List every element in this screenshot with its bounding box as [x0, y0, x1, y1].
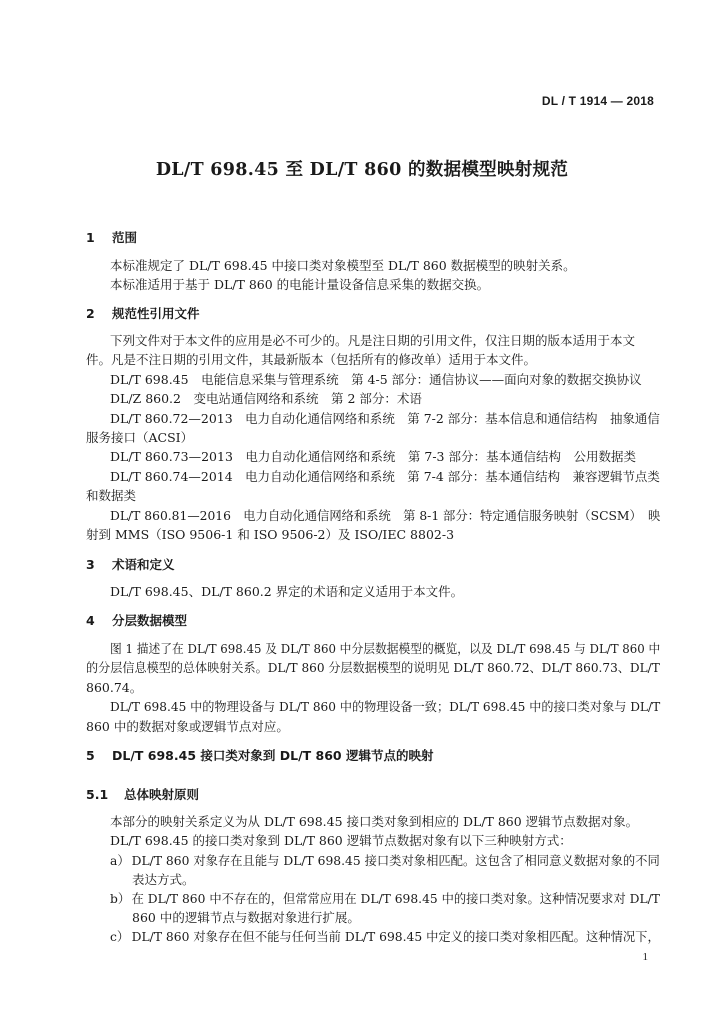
list-item-text: DL/T 860 对象存在且能与 DL/T 698.45 接口类对象相匹配。这包含了相同意义数据对象的不同 [131, 853, 660, 868]
reference-line: DL/T 860.73—2013 电力自动化通信网络和系统 第 7-3 部分：基本通信结构 公用数据类 [110, 449, 636, 464]
list-item-a [110, 853, 660, 869]
list-marker: b） [110, 891, 131, 906]
paragraph-line: 本标准规定了 DL/T 698.45 中接口类对象模型至 DL/T 860 数据模型的映射关系。 [110, 258, 576, 273]
paragraph-line: 860.74。 [86, 680, 143, 695]
section-title: 范围 [112, 230, 138, 245]
document-title: DL/T 698.45 至 DL/T 860 的数据模型映射规范 [155, 160, 569, 180]
section-4-heading [86, 613, 187, 629]
reference-line: 服务接口（ACSI） [86, 430, 194, 445]
paragraph-line: 图 1 描述了在 DL/T 698.45 及 DL/T 860 中分层数据模型的概览，以及 DL/T 698.45 与 DL/T 860 中 [110, 641, 661, 656]
section-number: 5.1 [86, 787, 109, 802]
paragraph-line: 件。凡是不注日期的引用文件，其最新版本（包括所有的修改单）适用于本文件。 [86, 352, 537, 367]
paragraph-line: DL/T 698.45、DL/T 860.2 界定的术语和定义适用于本文件。 [110, 584, 464, 599]
section-5-heading [86, 748, 433, 764]
section-2-heading [86, 306, 200, 322]
section-title: 分层数据模型 [112, 613, 188, 628]
section-number: 1 [86, 230, 95, 245]
section-number: 2 [86, 306, 95, 321]
section-number: 3 [86, 557, 95, 572]
reference-line: DL/T 860.74—2014 电力自动化通信网络和系统 第 7-4 部分：基本通信结构 兼容逻辑节点类 [110, 469, 660, 484]
list-item-text: 在 DL/T 860 中不存在的，但常常应用在 DL/T 698.45 中的接口类对象。这种情况要求对 DL/T [131, 891, 660, 906]
reference-line: DL/T 860.81—2016 电力自动化通信网络和系统 第 8-1 部分：特定通信服务映射（SCSM） 映 [110, 508, 661, 523]
reference-line: 射到 MMS（ISO 9506-1 和 ISO 9506-2）及 ISO/IEC 8802-3 [86, 527, 455, 542]
list-marker: c） [110, 929, 130, 944]
section-title: 术语和定义 [112, 557, 175, 572]
section-number: 5 [86, 748, 95, 763]
paragraph-line: 本标准适用于基于 DL/T 860 的电能计量设备信息采集的数据交换。 [110, 277, 490, 292]
list-item-text: DL/T 860 对象存在但不能与任何当前 DL/T 698.45 中定义的接口类对象相匹配。这种情况下， [131, 929, 660, 944]
section-title: DL/T 698.45 接口类对象到 DL/T 860 逻辑节点的映射 [112, 748, 434, 763]
paragraph-line: DL/T 698.45 中的物理设备与 DL/T 860 中的物理设备一致；DL/T 698.45 中的接口类对象与 DL/T [110, 699, 661, 714]
list-item-text: 表达方式。 [132, 872, 195, 887]
section-title: 规范性引用文件 [112, 306, 200, 321]
standard-number: DL / T 1914 — 2018 [541, 94, 654, 108]
page-number: 1 [642, 951, 648, 963]
paragraph-line: 的分层信息模型的总体映射关系。DL/T 860 分层数据模型的说明见 DL/T 860.72、DL/T 860.73、DL/T [86, 660, 660, 675]
section-5-1-heading [86, 787, 199, 803]
reference-line: DL/T 860.72—2013 电力自动化通信网络和系统 第 7-2 部分：基本信息和通信结构 抽象通信 [110, 411, 660, 426]
reference-line: DL/Z 860.2 变电站通信网络和系统 第 2 部分：术语 [110, 391, 422, 406]
paragraph-line: DL/T 698.45 的接口类对象到 DL/T 860 逻辑节点数据对象有以下三种映射方式： [110, 833, 572, 848]
list-item-c [110, 929, 660, 945]
list-item-text: 860 中的逻辑节点与数据对象进行扩展。 [132, 910, 360, 925]
section-3-heading [86, 557, 175, 573]
section-title: 总体映射原则 [124, 787, 200, 802]
paragraph-line: 本部分的映射关系定义为从 DL/T 698.45 接口类对象到相应的 DL/T 860 逻辑节点数据对象。 [110, 814, 639, 829]
paragraph-line: 860 中的数据对象或逻辑节点对应。 [86, 719, 289, 734]
reference-line: DL/T 698.45 电能信息采集与管理系统 第 4-5 部分：通信协议——面向对象的数据交换协议 [110, 372, 642, 387]
section-1-heading [86, 230, 137, 246]
list-item-b [110, 891, 660, 907]
reference-line: 和数据类 [86, 488, 137, 503]
list-marker: a） [110, 853, 130, 868]
section-number: 4 [86, 613, 95, 628]
paragraph-line: 下列文件对于本文件的应用是必不可少的。凡是注日期的引用文件，仅注日期的版本适用于本文 [110, 333, 636, 348]
